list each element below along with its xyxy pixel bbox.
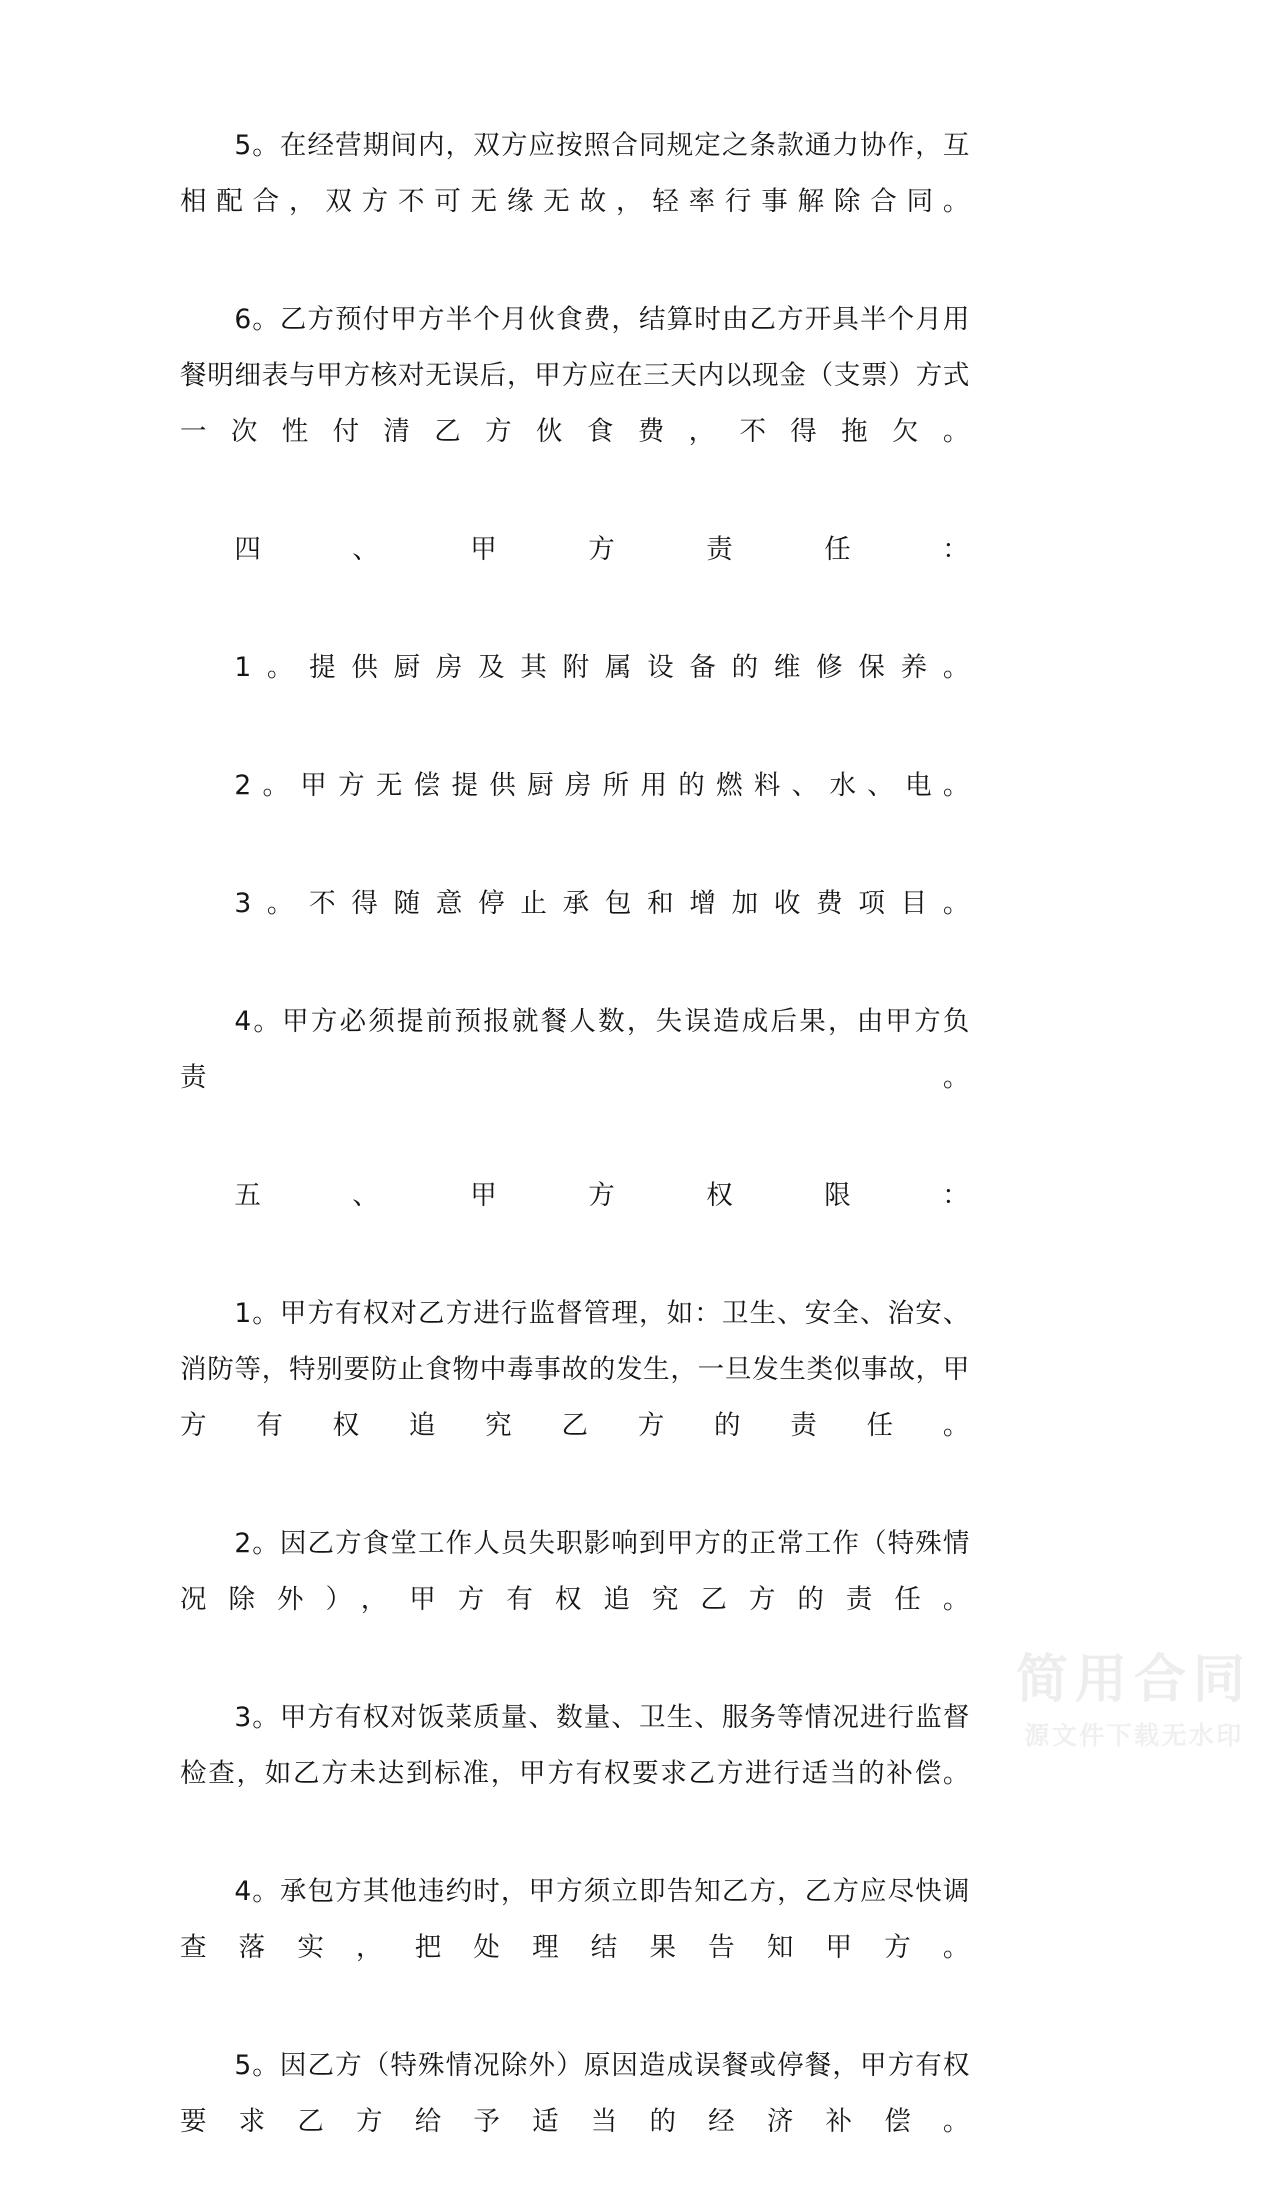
paragraph-section3-item6: 6。乙方预付甲方半个月伙食费，结算时由乙方开具半个月用餐明细表与甲方核对无误后，甲方应在三天内以现金（支票）方式一次性付清乙方伙食费，不得拖欠。 [180,304,970,447]
paragraph-section4-item1: 1。提供厨房及其附属设备的维修保养。 [234,652,970,683]
paragraph-section4-item4: 4。甲方必须提前预报就餐人数，失误造成后果，由甲方负责。 [180,1006,970,1093]
heading-section5: 五、甲方权限： [234,1180,970,1211]
paragraph-section3-item5: 5。在经营期间内，双方应按照合同规定之条款通力协作，互相配合，双方不可无缘无故，轻率行事解除合同。 [180,130,970,217]
watermark-brand-text: 简用合同 [1015,1650,1252,1711]
document-body [180,118,970,2212]
paragraph-section5-item3: 3。甲方有权对饭菜质量、数量、卫生、服务等情况进行监督检查，如乙方未达到标准，甲方有权要求乙方进行适当的补偿。 [180,1702,970,1789]
paragraph-section4-item3: 3。不得随意停止承包和增加收费项目。 [234,888,970,919]
paragraph-section5-item1: 1。甲方有权对乙方进行监督管理，如：卫生、安全、治安、消防等，特别要防止食物中毒事故的发生，一旦发生类似事故，甲方有权追究乙方的责任。 [180,1298,970,1441]
paragraph-section5-item2: 2。因乙方食堂工作人员失职影响到甲方的正常工作（特殊情况除外），甲方有权追究乙方的责任。 [180,1528,970,1615]
paragraph-section5-item4: 4。承包方其他违约时，甲方须立即告知乙方，乙方应尽快调查落实，把处理结果告知甲方。 [180,1876,970,1963]
watermark [1016,1651,1252,1752]
paragraph-section5-item5: 5。因乙方（特殊情况除外）原因造成误餐或停餐，甲方有权要求乙方给予适当的经济补偿。 [180,2050,970,2137]
paragraph-section4-item2: 2。甲方无偿提供厨房所用的燃料、水、电。 [234,770,970,801]
heading-section4: 四、甲方责任： [234,534,970,565]
watermark-subtitle-text: 源文件下载无水印 [1024,1720,1244,1750]
